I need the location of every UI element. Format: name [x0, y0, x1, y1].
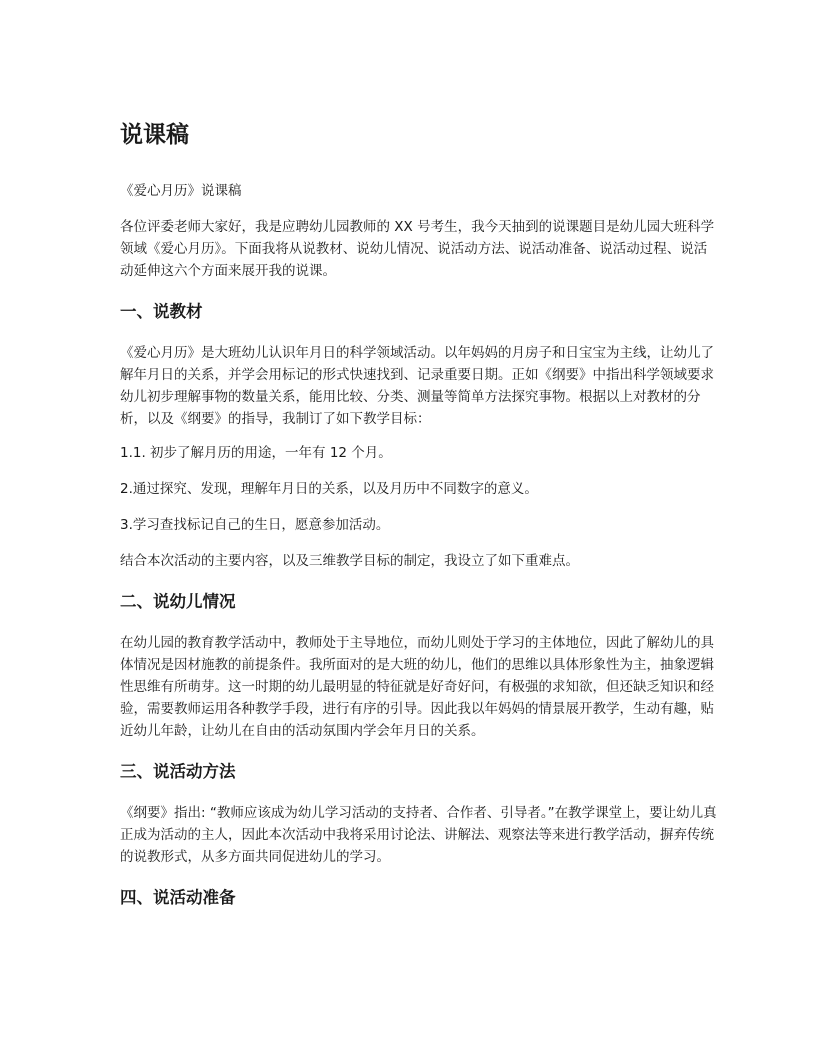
goal-item-3: 3.学习查找标记自己的生日，愿意参加活动。 — [120, 517, 390, 533]
textbook-closing-paragraph: 结合本次活动的主要内容，以及三维教学目标的制定，我设立了如下重难点。 — [120, 553, 579, 569]
intro-paragraph: 各位评委老师大家好，我是应聘幼儿园教师的 XX 号考生，我今天抽到的说课题目是幼儿园大班科学领域《爱心月历》。下面我将从说教材、说幼儿情况、说活动方法、说活动准备、说活动过程、说活动延伸这六个方面来展开我的说课。 — [120, 219, 715, 279]
children-paragraph: 在幼儿园的教育教学活动中，教师处于主导地位，而幼儿则处于学习的主体地位，因此了解幼儿的具体情况是因材施教的前提条件。我所面对的是大班的幼儿，他们的思维以具体形象性为主，抽象逻辑性思维有所萌芽。这一时期的幼儿最明显的特征就是好奇好问，有极强的求知欲，但还缺乏知识和经验，需要教师运用各种教学手段，进行有序的引导。因此我以年妈妈的情景展开教学，生动有趣，贴近幼儿年龄，让幼儿在自由的活动氛围内学会年月日的关系。 — [120, 635, 714, 739]
section-heading-methods: 三、说活动方法 — [120, 762, 236, 781]
page-title: 说课稿 — [120, 122, 189, 148]
section-heading-children: 二、说幼儿情况 — [120, 592, 236, 611]
methods-paragraph: 《纲要》指出: “教师应该成为幼儿学习活动的支持者、合作者、引导者。”在教学课堂上，要让幼儿真正成为活动的主人，因此本次活动中我将采用讨论法、讲解法、观察法等来进行教学活动，摒弃传统的说教形式，从多方面共同促进幼儿的学习。 — [120, 805, 717, 865]
document-subtitle: 《爱心月历》说课稿 — [120, 183, 242, 199]
textbook-paragraph: 《爱心月历》是大班幼儿认识年月日的科学领域活动。以年妈妈的月房子和日宝宝为主线，让幼儿了解年月日的关系，并学会用标记的形式快速找到、记录重要日期。正如《纲要》中指出科学领域要求幼儿初步理解事物的数量关系，能用比较、分类、测量等简单方法探究事物。根据以上对教材的分析，以及《纲要》的指导，我制订了如下教学目标： — [120, 345, 714, 427]
goal-item-2: 2.通过探究、发现，理解年月日的关系，以及月历中不同数字的意义。 — [120, 481, 538, 497]
section-heading-preparation: 四、说活动准备 — [120, 888, 236, 907]
section-heading-textbook: 一、说教材 — [120, 302, 203, 321]
goal-item-1: 1.1. 初步了解月历的用途，一年有 12 个月。 — [120, 445, 392, 461]
